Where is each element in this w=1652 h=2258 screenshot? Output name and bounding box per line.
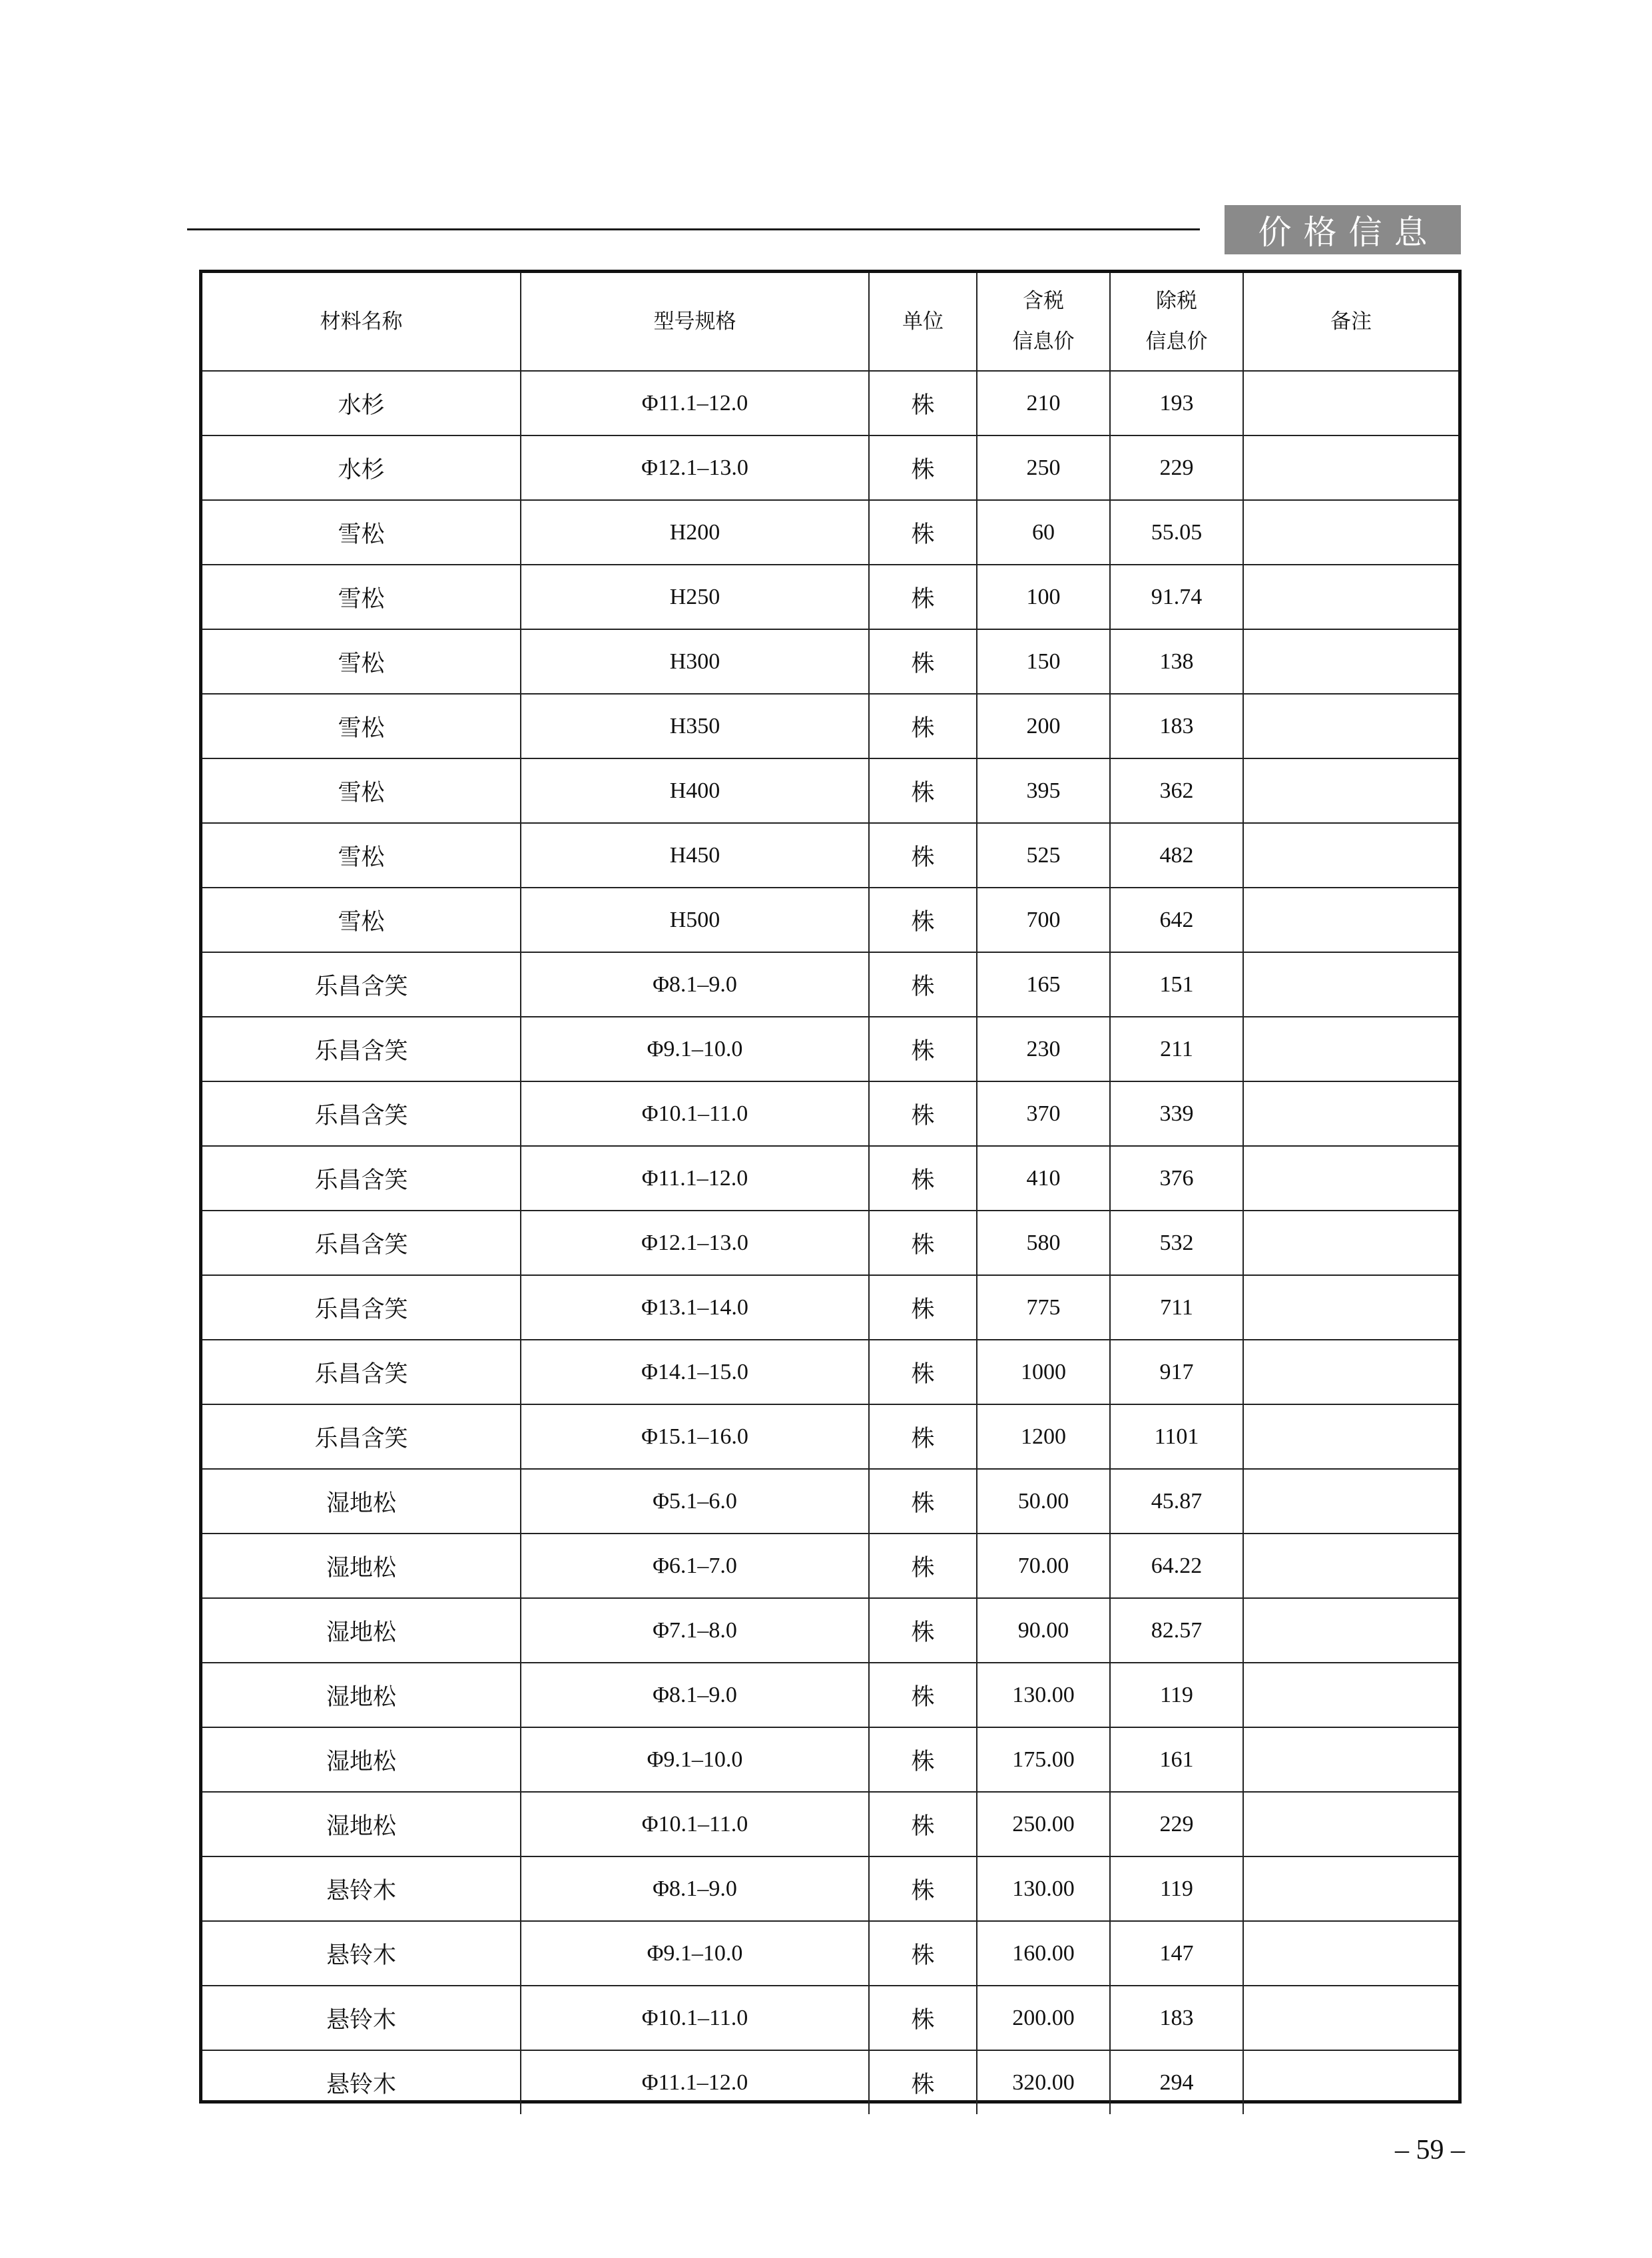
cell-name: 乐昌含笑 <box>202 1017 521 1081</box>
price-table <box>202 273 1458 2114</box>
cell-name: 水杉 <box>202 435 521 500</box>
table-row <box>202 1146 1458 1211</box>
cell-price-notax: 91.74 <box>1110 565 1243 629</box>
cell-remark <box>1243 1081 1458 1146</box>
cell-name: 乐昌含笑 <box>202 952 521 1017</box>
cell-name: 湿地松 <box>202 1534 521 1598</box>
table-row <box>202 1856 1458 1921</box>
cell-price-notax: 183 <box>1110 1986 1243 2050</box>
cell-price-notax: 193 <box>1110 371 1243 435</box>
header-price-tax-line1: 含税 <box>1023 289 1064 313</box>
cell-price-notax: 362 <box>1110 758 1243 823</box>
cell-spec: Φ6.1–7.0 <box>521 1534 869 1598</box>
cell-remark <box>1243 1534 1458 1598</box>
cell-name: 水杉 <box>202 371 521 435</box>
cell-price-tax: 410 <box>977 1146 1110 1211</box>
cell-spec: H200 <box>521 500 869 565</box>
cell-spec: Φ11.1–12.0 <box>521 371 869 435</box>
table-row <box>202 1469 1458 1534</box>
cell-remark <box>1243 1598 1458 1663</box>
header-remark: 备注 <box>1243 273 1458 371</box>
table-row <box>202 758 1458 823</box>
cell-unit: 株 <box>869 1211 977 1275</box>
cell-remark <box>1243 952 1458 1017</box>
cell-price-notax: 82.57 <box>1110 1598 1243 1663</box>
header-unit: 单位 <box>869 273 977 371</box>
cell-remark <box>1243 2050 1458 2114</box>
cell-remark <box>1243 1986 1458 2050</box>
cell-price-notax: 151 <box>1110 952 1243 1017</box>
header-price-tax-line2: 信息价 <box>1012 330 1075 354</box>
cell-name: 乐昌含笑 <box>202 1146 521 1211</box>
cell-price-tax: 100 <box>977 565 1110 629</box>
table-row <box>202 1921 1458 1986</box>
cell-price-tax: 1200 <box>977 1404 1110 1469</box>
cell-price-notax: 55.05 <box>1110 500 1243 565</box>
cell-name: 乐昌含笑 <box>202 1081 521 1146</box>
cell-name: 湿地松 <box>202 1598 521 1663</box>
cell-price-notax: 119 <box>1110 1856 1243 1921</box>
cell-unit: 株 <box>869 694 977 758</box>
cell-remark <box>1243 1275 1458 1340</box>
cell-name: 悬铃木 <box>202 1921 521 1986</box>
cell-name: 雪松 <box>202 758 521 823</box>
cell-spec: Φ13.1–14.0 <box>521 1275 869 1340</box>
cell-spec: H450 <box>521 823 869 888</box>
price-table-frame <box>199 270 1462 2104</box>
cell-unit: 株 <box>869 888 977 952</box>
cell-spec: Φ10.1–11.0 <box>521 1792 869 1856</box>
header-price-notax-line1: 除税 <box>1156 289 1197 313</box>
cell-remark <box>1243 1856 1458 1921</box>
header-rule <box>187 228 1200 230</box>
cell-price-notax: 229 <box>1110 435 1243 500</box>
cell-price-tax: 50.00 <box>977 1469 1110 1534</box>
table-row <box>202 629 1458 694</box>
cell-price-notax: 211 <box>1110 1017 1243 1081</box>
cell-price-notax: 183 <box>1110 694 1243 758</box>
cell-name: 悬铃木 <box>202 1986 521 2050</box>
cell-name: 雪松 <box>202 629 521 694</box>
cell-name: 雪松 <box>202 694 521 758</box>
cell-price-tax: 320.00 <box>977 2050 1110 2114</box>
cell-spec: Φ11.1–12.0 <box>521 2050 869 2114</box>
table-row <box>202 435 1458 500</box>
cell-price-tax: 250.00 <box>977 1792 1110 1856</box>
cell-price-tax: 200.00 <box>977 1986 1110 2050</box>
cell-remark <box>1243 435 1458 500</box>
cell-spec: H250 <box>521 565 869 629</box>
cell-price-tax: 210 <box>977 371 1110 435</box>
cell-name: 湿地松 <box>202 1727 521 1792</box>
cell-price-notax: 532 <box>1110 1211 1243 1275</box>
cell-spec: Φ8.1–9.0 <box>521 952 869 1017</box>
cell-remark <box>1243 1469 1458 1534</box>
cell-price-tax: 250 <box>977 435 1110 500</box>
cell-name: 乐昌含笑 <box>202 1404 521 1469</box>
cell-remark <box>1243 1792 1458 1856</box>
cell-price-tax: 150 <box>977 629 1110 694</box>
header-price-notax <box>1110 273 1243 371</box>
cell-unit: 株 <box>869 1017 977 1081</box>
cell-spec: Φ14.1–15.0 <box>521 1340 869 1404</box>
cell-spec: H400 <box>521 758 869 823</box>
cell-price-tax: 200 <box>977 694 1110 758</box>
table-body <box>202 371 1458 2114</box>
cell-price-notax: 917 <box>1110 1340 1243 1404</box>
cell-unit: 株 <box>869 2050 977 2114</box>
cell-spec: Φ8.1–9.0 <box>521 1856 869 1921</box>
table-row <box>202 500 1458 565</box>
cell-remark <box>1243 629 1458 694</box>
table-row <box>202 952 1458 1017</box>
cell-remark <box>1243 1921 1458 1986</box>
cell-unit: 株 <box>869 629 977 694</box>
cell-unit: 株 <box>869 1663 977 1727</box>
cell-price-notax: 642 <box>1110 888 1243 952</box>
cell-spec: H300 <box>521 629 869 694</box>
table-header-row <box>202 273 1458 371</box>
cell-unit: 株 <box>869 758 977 823</box>
table-row <box>202 1211 1458 1275</box>
page-number: – 59 – <box>1395 2135 1465 2165</box>
cell-price-notax: 1101 <box>1110 1404 1243 1469</box>
table-row <box>202 1275 1458 1340</box>
cell-remark <box>1243 888 1458 952</box>
cell-unit: 株 <box>869 371 977 435</box>
cell-price-tax: 60 <box>977 500 1110 565</box>
cell-remark <box>1243 694 1458 758</box>
cell-spec: Φ12.1–13.0 <box>521 435 869 500</box>
cell-unit: 株 <box>869 500 977 565</box>
cell-unit: 株 <box>869 1404 977 1469</box>
cell-unit: 株 <box>869 435 977 500</box>
cell-spec: Φ8.1–9.0 <box>521 1663 869 1727</box>
cell-price-notax: 161 <box>1110 1727 1243 1792</box>
cell-price-notax: 138 <box>1110 629 1243 694</box>
cell-unit: 株 <box>869 1340 977 1404</box>
cell-unit: 株 <box>869 952 977 1017</box>
cell-name: 乐昌含笑 <box>202 1275 521 1340</box>
cell-remark <box>1243 1663 1458 1727</box>
table-row <box>202 694 1458 758</box>
cell-spec: Φ9.1–10.0 <box>521 1727 869 1792</box>
cell-price-tax: 175.00 <box>977 1727 1110 1792</box>
table-row <box>202 1081 1458 1146</box>
section-title: 价格信息 <box>1225 205 1461 254</box>
cell-unit: 株 <box>869 1146 977 1211</box>
cell-name: 雪松 <box>202 823 521 888</box>
cell-price-notax: 119 <box>1110 1663 1243 1727</box>
table-row <box>202 1727 1458 1792</box>
cell-unit: 株 <box>869 565 977 629</box>
cell-price-notax: 482 <box>1110 823 1243 888</box>
cell-remark <box>1243 1340 1458 1404</box>
cell-price-tax: 70.00 <box>977 1534 1110 1598</box>
cell-name: 雪松 <box>202 565 521 629</box>
cell-unit: 株 <box>869 1921 977 1986</box>
cell-remark <box>1243 758 1458 823</box>
table-row <box>202 1986 1458 2050</box>
cell-price-notax: 45.87 <box>1110 1469 1243 1534</box>
cell-name: 悬铃木 <box>202 2050 521 2114</box>
table-row <box>202 1792 1458 1856</box>
table-row <box>202 1598 1458 1663</box>
table-row <box>202 1404 1458 1469</box>
cell-spec: H500 <box>521 888 869 952</box>
cell-price-tax: 130.00 <box>977 1856 1110 1921</box>
table-row <box>202 1017 1458 1081</box>
cell-unit: 株 <box>869 1856 977 1921</box>
cell-price-notax: 294 <box>1110 2050 1243 2114</box>
cell-price-tax: 130.00 <box>977 1663 1110 1727</box>
cell-price-notax: 147 <box>1110 1921 1243 1986</box>
header-spec: 型号规格 <box>521 273 869 371</box>
cell-price-tax: 160.00 <box>977 1921 1110 1986</box>
cell-price-notax: 711 <box>1110 1275 1243 1340</box>
cell-spec: Φ7.1–8.0 <box>521 1598 869 1663</box>
cell-remark <box>1243 371 1458 435</box>
cell-remark <box>1243 1211 1458 1275</box>
cell-unit: 株 <box>869 1534 977 1598</box>
table-row <box>202 1663 1458 1727</box>
cell-spec: Φ15.1–16.0 <box>521 1404 869 1469</box>
cell-price-notax: 229 <box>1110 1792 1243 1856</box>
header-name: 材料名称 <box>202 273 521 371</box>
cell-unit: 株 <box>869 1469 977 1534</box>
cell-price-tax: 395 <box>977 758 1110 823</box>
cell-remark <box>1243 500 1458 565</box>
cell-name: 雪松 <box>202 500 521 565</box>
cell-spec: Φ12.1–13.0 <box>521 1211 869 1275</box>
cell-remark <box>1243 1727 1458 1792</box>
cell-price-tax: 370 <box>977 1081 1110 1146</box>
cell-spec: Φ11.1–12.0 <box>521 1146 869 1211</box>
table-row <box>202 1534 1458 1598</box>
cell-remark <box>1243 1404 1458 1469</box>
cell-name: 乐昌含笑 <box>202 1211 521 1275</box>
cell-name: 湿地松 <box>202 1792 521 1856</box>
cell-name: 雪松 <box>202 888 521 952</box>
cell-price-tax: 230 <box>977 1017 1110 1081</box>
header-price-notax-line2: 信息价 <box>1145 330 1208 354</box>
cell-price-tax: 580 <box>977 1211 1110 1275</box>
table-row <box>202 371 1458 435</box>
cell-unit: 株 <box>869 1275 977 1340</box>
cell-spec: H350 <box>521 694 869 758</box>
table-row <box>202 1340 1458 1404</box>
header-price-tax <box>977 273 1110 371</box>
cell-name: 乐昌含笑 <box>202 1340 521 1404</box>
cell-name: 湿地松 <box>202 1469 521 1534</box>
table-row <box>202 823 1458 888</box>
cell-price-tax: 525 <box>977 823 1110 888</box>
cell-price-notax: 376 <box>1110 1146 1243 1211</box>
cell-price-tax: 700 <box>977 888 1110 952</box>
cell-name: 悬铃木 <box>202 1856 521 1921</box>
cell-price-tax: 775 <box>977 1275 1110 1340</box>
cell-spec: Φ5.1–6.0 <box>521 1469 869 1534</box>
cell-spec: Φ10.1–11.0 <box>521 1081 869 1146</box>
cell-unit: 株 <box>869 1598 977 1663</box>
table-row <box>202 888 1458 952</box>
cell-unit: 株 <box>869 1986 977 2050</box>
cell-remark <box>1243 1017 1458 1081</box>
table-row <box>202 2050 1458 2114</box>
cell-spec: Φ9.1–10.0 <box>521 1921 869 1986</box>
cell-unit: 株 <box>869 1081 977 1146</box>
cell-unit: 株 <box>869 1727 977 1792</box>
cell-price-tax: 1000 <box>977 1340 1110 1404</box>
cell-remark <box>1243 823 1458 888</box>
cell-remark <box>1243 1146 1458 1211</box>
cell-price-notax: 64.22 <box>1110 1534 1243 1598</box>
cell-name: 湿地松 <box>202 1663 521 1727</box>
cell-unit: 株 <box>869 823 977 888</box>
cell-spec: Φ10.1–11.0 <box>521 1986 869 2050</box>
cell-price-notax: 339 <box>1110 1081 1243 1146</box>
cell-price-tax: 90.00 <box>977 1598 1110 1663</box>
cell-spec: Φ9.1–10.0 <box>521 1017 869 1081</box>
cell-price-tax: 165 <box>977 952 1110 1017</box>
cell-remark <box>1243 565 1458 629</box>
table-row <box>202 565 1458 629</box>
cell-unit: 株 <box>869 1792 977 1856</box>
